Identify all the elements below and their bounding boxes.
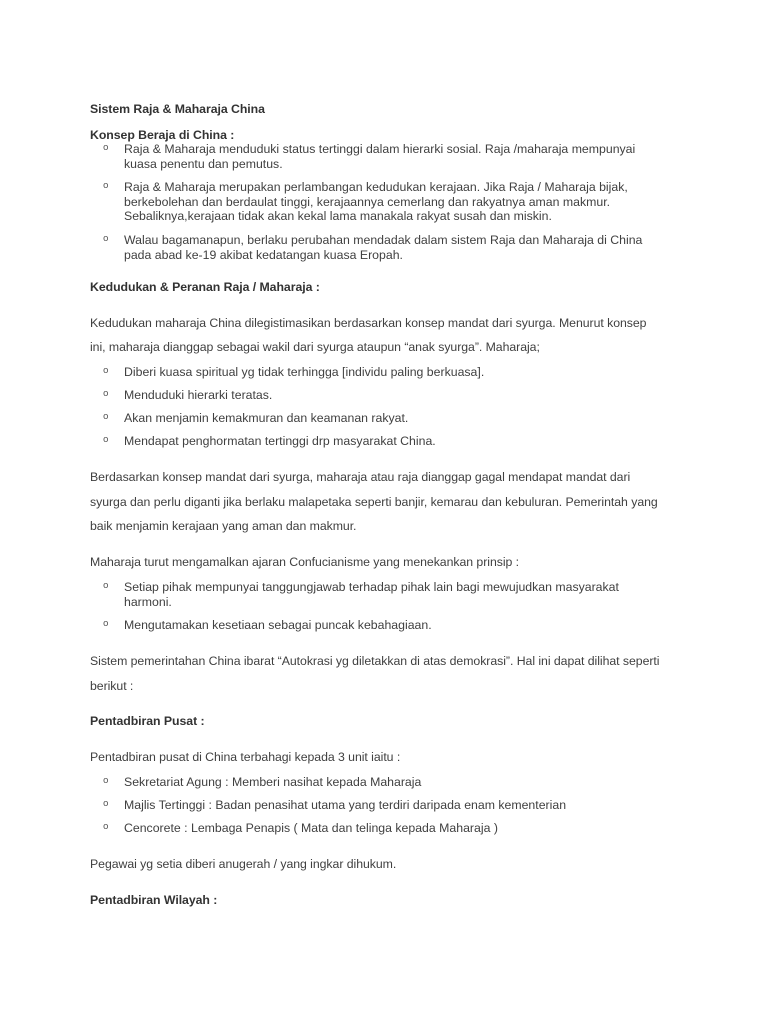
- section-heading-konsep: Konsep Beraja di China :: [90, 128, 235, 142]
- paragraph-line: Pegawai yg setia diberi anugerah / yang ingkar dihukum.: [90, 857, 397, 871]
- paragraph-line: ini, maharaja dianggap sebagai wakil dari syurga ataupun “anak syurga”. Maharaja;: [90, 340, 540, 354]
- section-heading-wilayah: Pentadbiran Wilayah :: [90, 893, 218, 907]
- circle-bullet-icon: o: [103, 366, 109, 376]
- circle-bullet-icon: o: [103, 776, 109, 786]
- circle-bullet-icon: o: [103, 181, 109, 191]
- circle-bullet-icon: o: [103, 435, 109, 445]
- list-item-text: Raja & Maharaja menduduki status tertinggi dalam hierarki sosial. Raja /maharaja mempunyai kuasa penentu dan pemutus.: [124, 142, 636, 171]
- circle-bullet-icon: o: [103, 581, 109, 591]
- list-item-text: Raja & Maharaja merupakan perlambangan kedudukan kerajaan. Jika Raja / Maharaja bijak, berkebolehan dan berdaulat tinggi, kerajaannya cemerlang dan rakyatnya aman makmur. Sebaliknya,kerajaan tidak akan kekal lama manakala rakyat susah dan miskin.: [124, 180, 628, 223]
- circle-bullet-icon: o: [103, 234, 109, 244]
- paragraph-line: Berdasarkan konsep mandat dari syurga, maharaja atau raja dianggap gagal mendapat mandat dari: [90, 470, 631, 484]
- list-item-text: Setiap pihak mempunyai tanggungjawab terhadap pihak lain bagi mewujudkan masyarakat harmoni.: [124, 580, 619, 609]
- paragraph-line: berikut :: [90, 679, 134, 693]
- paragraph-line: baik menjamin kerajaan yang aman dan makmur.: [90, 519, 357, 533]
- paragraph-line: syurga dan perlu diganti jika berlaku malapetaka seperti banjir, kemarau dan kebuluran. Pemerintah yang: [90, 495, 658, 509]
- paragraph-line: Sistem pemerintahan China ibarat “Autokrasi yg diletakkan di atas demokrasi”. Hal ini dapat dilihat seperti: [90, 654, 660, 668]
- circle-bullet-icon: o: [103, 143, 109, 153]
- list-item-text: Akan menjamin kemakmuran dan keamanan rakyat.: [124, 411, 409, 425]
- list-item-text: Mengutamakan kesetiaan sebagai puncak kebahagiaan.: [124, 618, 432, 632]
- circle-bullet-icon: o: [103, 822, 109, 832]
- paragraph-line: Maharaja turut mengamalkan ajaran Confucianisme yang menekankan prinsip :: [90, 555, 520, 569]
- circle-bullet-icon: o: [103, 619, 109, 629]
- document-title: Sistem Raja & Maharaja China: [90, 102, 265, 116]
- circle-bullet-icon: o: [103, 389, 109, 399]
- section-heading-kedudukan: Kedudukan & Peranan Raja / Maharaja :: [90, 280, 320, 294]
- list-item-text: Majlis Tertinggi : Badan penasihat utama yang terdiri daripada enam kementerian: [124, 798, 567, 812]
- circle-bullet-icon: o: [103, 412, 109, 422]
- circle-bullet-icon: o: [103, 799, 109, 809]
- paragraph-line: Pentadbiran pusat di China terbahagi kepada 3 unit iaitu :: [90, 750, 401, 764]
- section-heading-pusat: Pentadbiran Pusat :: [90, 714, 205, 728]
- list-item-text: Sekretariat Agung : Memberi nasihat kepada Maharaja: [124, 775, 422, 789]
- list-item-text: Menduduki hierarki teratas.: [124, 388, 273, 402]
- list-item-text: Diberi kuasa spiritual yg tidak terhingga [individu paling berkuasa].: [124, 365, 485, 379]
- list-item-text: Cencorete : Lembaga Penapis ( Mata dan telinga kepada Maharaja ): [124, 821, 498, 835]
- list-item-text: Mendapat penghormatan tertinggi drp masyarakat China.: [124, 434, 436, 448]
- paragraph-line: Kedudukan maharaja China dilegistimasikan berdasarkan konsep mandat dari syurga. Menurut konsep: [90, 316, 647, 330]
- list-item-text: Walau bagamanapun, berlaku perubahan mendadak dalam sistem Raja dan Maharaja di China pada abad ke-19 akibat kedatangan kuasa Eropah.: [124, 233, 643, 262]
